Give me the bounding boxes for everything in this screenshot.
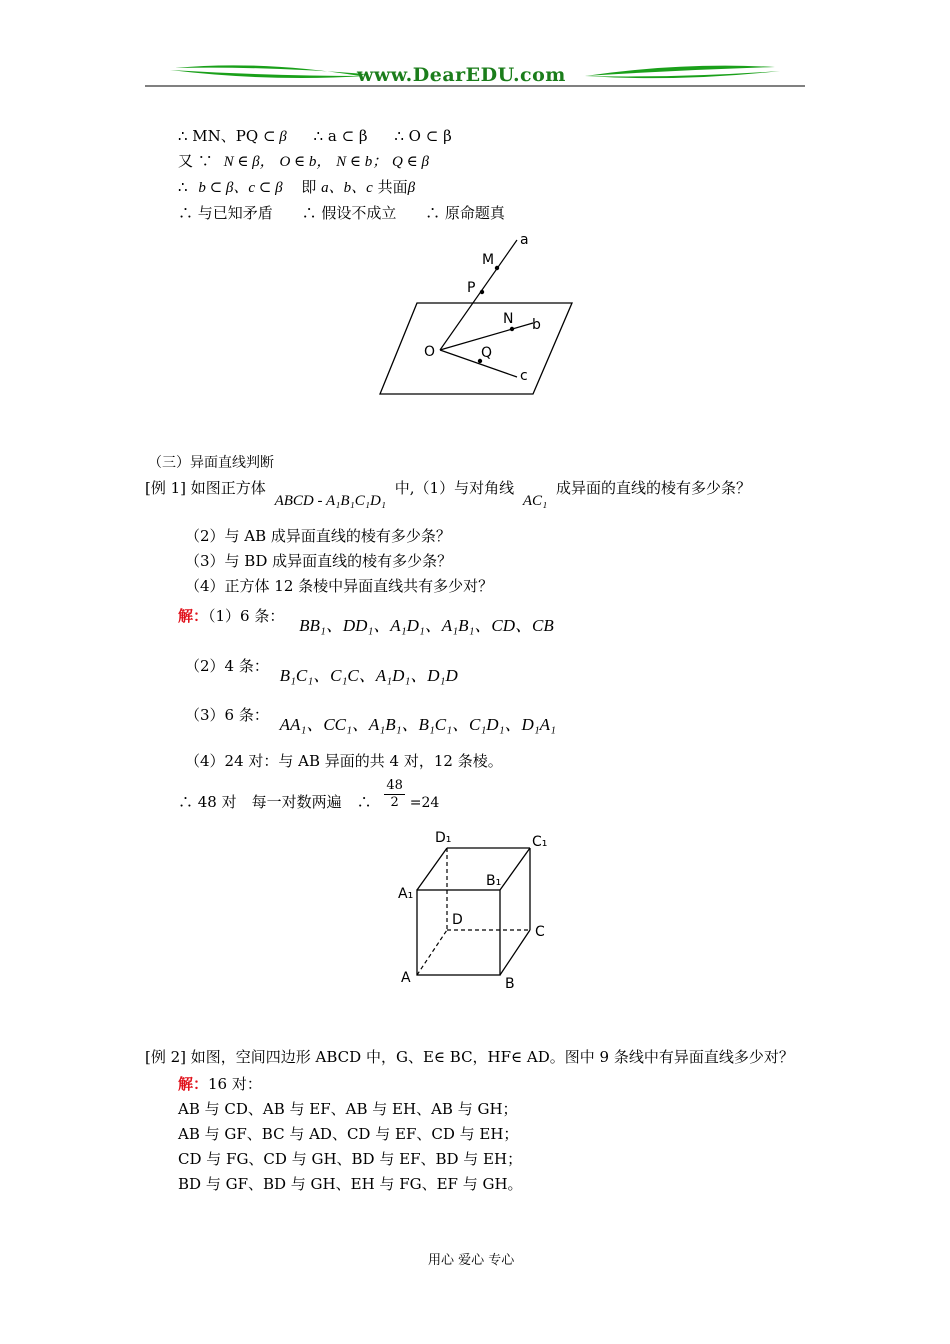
point-P xyxy=(480,290,484,294)
proof-text: ∴ 假设不成立 xyxy=(301,204,397,222)
cube-front-face xyxy=(417,890,500,975)
point-M xyxy=(495,266,499,270)
label-P: P xyxy=(467,280,476,296)
label-D: D xyxy=(452,912,463,928)
proof-text: ∴ 与已知矛盾 xyxy=(178,204,273,222)
proof-line-2 xyxy=(178,150,429,171)
label-B1: B₁ xyxy=(486,873,502,889)
question-2: （2）与 AB 成异面直线的棱有多少条？ xyxy=(185,527,451,545)
plane-lines-figure xyxy=(370,230,590,405)
question-3: （3）与 BD 成异面直线的棱有多少条？ xyxy=(185,552,453,570)
cube-name: ABCD - A₁B₁C₁D₁ xyxy=(274,493,386,509)
proof-line-3 xyxy=(178,176,415,197)
proof-text: 共面 xyxy=(377,178,408,196)
plane-beta xyxy=(380,303,572,394)
example1-question xyxy=(145,477,752,509)
example1-suffix: 成异面的直线的棱有多少条？ xyxy=(556,479,752,497)
answer-3-edges: AA₁、CC₁、A₁B₁、B₁C₁、C₁D₁、D₁A₁ xyxy=(279,715,556,734)
pair-line-4: BD 与 GF、BD 与 GH、EH 与 FG、EF 与 GH。 xyxy=(178,1175,523,1193)
right-swoosh-icon xyxy=(585,66,775,76)
pair-line-3: CD 与 FG、CD 与 GH、BD 与 EF、BD 与 EH； xyxy=(178,1150,523,1168)
answer-1 xyxy=(178,601,554,635)
proof-math: N ∈ b； xyxy=(336,154,388,170)
answer-2-edges: B₁C₁、C₁C、A₁D₁、D₁D xyxy=(279,666,458,685)
proof-math: ∴ a ⊂ β xyxy=(313,127,368,145)
example2-question: [例 2] 如图，空间四边形 ABCD 中，G、E∈ BC，HF∈ AD。图中 9 条线中有异面直线多少对？ xyxy=(145,1048,794,1066)
proof-math: β xyxy=(407,180,416,196)
proof-math: N ∈ β， xyxy=(223,154,275,170)
proof-text: ∴ xyxy=(178,178,188,196)
label-a: a xyxy=(520,232,529,248)
fraction-numerator: 48 xyxy=(386,778,403,793)
right-swoosh-lower-icon xyxy=(585,71,780,78)
label-N: N xyxy=(503,311,514,327)
solution-label: 解： xyxy=(178,607,209,625)
fraction xyxy=(384,778,405,811)
answer-5-text: ∴ 48 对 每一对数两遍 ∴ xyxy=(178,792,372,811)
example2-solution xyxy=(178,1073,262,1094)
solution-label: 解： xyxy=(178,1075,209,1093)
label-C: C xyxy=(535,924,545,940)
example1-mid: 中,（1）与对角线 xyxy=(394,479,515,497)
fraction-result: =24 xyxy=(409,794,440,811)
label-c: c xyxy=(520,368,528,384)
label-Q: Q xyxy=(481,345,493,361)
left-swoosh-lower-icon xyxy=(170,70,365,78)
example1-prefix: [例 1] 如图正方体 xyxy=(145,479,266,497)
diagonal-name: AC₁ xyxy=(522,493,548,509)
answer-2 xyxy=(185,651,458,685)
answer-5 xyxy=(178,778,439,811)
solution-count: 16 对： xyxy=(208,1075,262,1093)
site-name: www.DearEDU.com xyxy=(357,64,566,86)
point-N xyxy=(510,327,514,331)
label-O: O xyxy=(424,344,436,360)
left-swoosh-icon xyxy=(175,65,365,76)
pair-line-2: AB 与 GF、BC 与 AD、CD 与 EF、CD 与 EH； xyxy=(178,1125,519,1143)
proof-text: 又 ∵ xyxy=(178,152,213,170)
label-B: B xyxy=(505,976,515,992)
proof-text: ∴ 原命题真 xyxy=(425,204,505,222)
proof-text: 即 xyxy=(301,178,317,196)
answer-1-edges: BB₁、DD₁、A₁D₁、A₁B₁、CD、CB xyxy=(299,616,554,635)
pair-line-1: AB 与 CD、AB 与 EF、AB 与 EH、AB 与 GH； xyxy=(178,1100,518,1118)
label-M: M xyxy=(482,252,495,268)
edge-BC xyxy=(500,930,530,975)
proof-line-1 xyxy=(178,125,452,146)
proof-math: b ⊂ β、c ⊂ β xyxy=(198,180,283,196)
answer-1-label: （1）6 条： xyxy=(208,607,285,625)
fraction-denominator: 2 xyxy=(390,795,399,810)
answer-4: （4）24 对：与 AB 异面的共 4 对，12 条棱。 xyxy=(185,752,503,770)
proof-line-4 xyxy=(178,202,505,223)
label-D1: D₁ xyxy=(435,830,452,846)
line-c xyxy=(440,350,517,377)
proof-math: Q ∈ β xyxy=(392,154,429,170)
proof-text: ∴ MN、PQ xyxy=(178,127,259,145)
question-4: （4）正方体 12 条棱中异面直线共有多少对？ xyxy=(185,577,494,595)
footer-text: 用心 爱心 专心 xyxy=(428,1253,515,1268)
label-A: A xyxy=(401,970,411,986)
proof-math: ∴ O ⊂ β xyxy=(394,127,452,145)
line-a xyxy=(440,240,517,350)
proof-math: a、b、c xyxy=(321,180,373,196)
section-heading: （三）异面直线判断 xyxy=(148,455,274,471)
edge-AD xyxy=(417,930,447,975)
cube-figure xyxy=(395,825,565,995)
label-A1: A₁ xyxy=(398,886,414,902)
label-b: b xyxy=(532,317,541,333)
answer-3 xyxy=(185,700,556,734)
proof-math: O ∈ b， xyxy=(279,154,332,170)
label-C1: C₁ xyxy=(532,834,548,850)
answer-3-label: （3）6 条： xyxy=(185,706,269,724)
edge-B1C1 xyxy=(500,848,530,890)
answer-2-label: （2）4 条： xyxy=(185,657,269,675)
proof-math: ⊂ β xyxy=(262,129,287,145)
edge-A1D1 xyxy=(417,848,447,890)
